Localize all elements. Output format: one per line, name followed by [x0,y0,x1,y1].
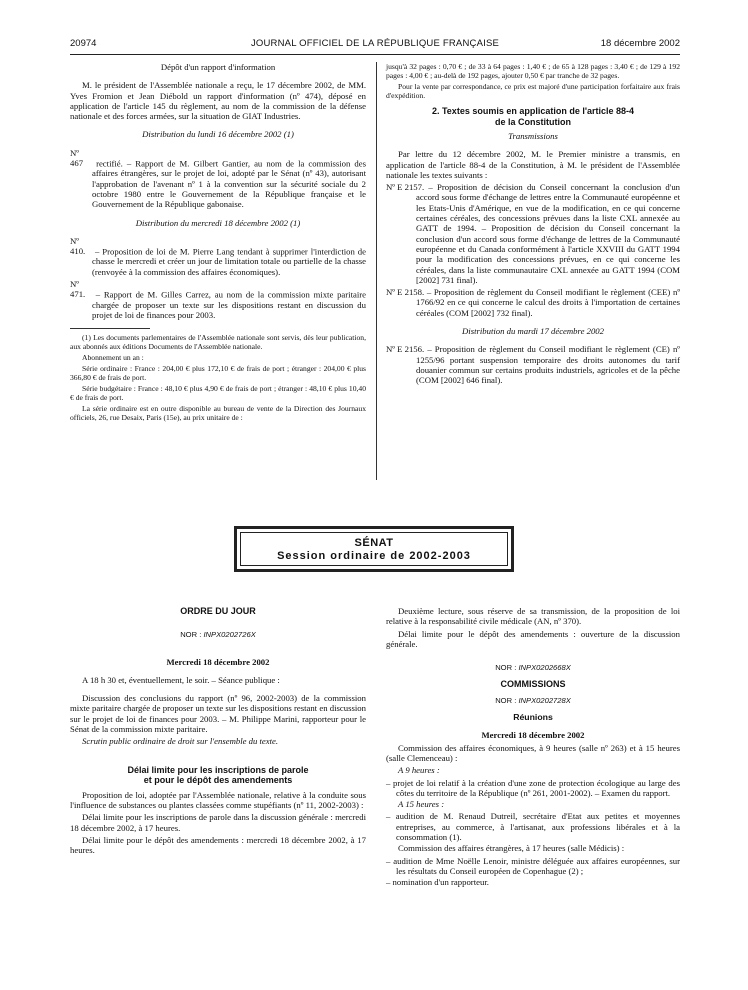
doc-text: – Proposition de loi de M. Pierre Lang tendant à supprimer l'interdiction de chasse le mercredi et créer un jour de limitation totale ou partielle de la chasse (renvoyée à la commission des affaires économiques). [92,246,366,277]
page-header [70,38,680,52]
footnote: (1) Les documents parlementaires de l'Assemblée nationale sont servis, dès leur publication, aux abonnés aux éditions Documents de l'Assemblée nationale. [70,333,366,352]
deuxieme-lecture-text: Deuxième lecture, sous réserve de sa transmission, de la proposition de loi relative à la responsabilité civile médicale (AN, nº 370). [386,606,680,627]
discussion-text: Discussion des conclusions du rapport (nº 96, 2002-2003) de la commission mixte paritaire chargée de proposer un texte sur les dispositions restant en discussion sur le projet de loi de finances pour 2003. – M. Philippe Marini, rapporteur pour le Sénat de la commission mixte paritaire. [70,693,366,735]
commissions-title: COMMISSIONS [500,679,566,690]
doc-text: – Proposition de décision du Conseil concernant la conclusion d'un accord sous forme d'échange de lettres entre la Communauté européenne et les Etats-Unis d'Amérique, en vue de la modification, en ce qui concerne certaines céréales, des concessions prévues dans la liste CXL annexée au GATT de 1994. – Proposition de décision du Conseil concernant la conclusion d'un accord sous forme d'échange de lettres de la Communauté européenne et du Canada conformément à l'article XXVIII du GATT 1994 pour la modification des concessions prévues, en ce qui concerne les céréales, dans la liste communautaire CXL annexée au GATT 1994 (COM [2002] 731 final). [416,182,681,285]
doc-entry [386,344,680,385]
agenda-item: – projet de loi relatif à la création d'une zone de protection écologique au large des côtes du territoire de la République (nº 261, 2001-2002). – Examen du rapport. [386,777,680,798]
reunions-title: Réunions [513,712,553,723]
delai-parole-text: Délai limite pour les inscriptions de parole dans la discussion générale : mercredi 18 décembre 2002, à 17 heures. [70,812,366,833]
doc-entry [70,279,366,320]
footnote: La série ordinaire est en outre disponible au bureau de vente de la Direction des Journaux officiels, 26, rue Desaix, Paris (15e), au prix unitaire de : [70,404,366,423]
doc-text: – Rapport de M. Gilles Carrez, au nom de la commission mixte paritaire chargée de proposer un texte sur les dispositions restant en discussion du projet de loi de finances pour 2003. [92,289,367,320]
delai-title-line: et pour le dépôt des amendements [143,775,293,786]
senat-session: Session ordinaire de 2002-2003 [277,550,471,562]
nor-reference [386,663,680,673]
footnote-rule [70,328,150,329]
page-number: 20974 [70,38,97,49]
doc-entry [386,287,680,318]
delai-text: Délai limite pour le dépôt des amendements : ouverture de la discussion générale. [386,628,680,649]
agenda-item: – audition de Mme Noëlle Lenoir, ministre déléguée aux affaires européennes, sur les résultats du Conseil européen de Copenhague (2) ; [386,855,680,876]
senat-banner [234,526,514,572]
column-left-bottom [70,606,366,857]
footnote: Série ordinaire : France : 204,00 € plus 172,10 € de frais de port ; étranger : 204,00 € plus 366,80 € de frais de port. [70,364,366,383]
column-divider [376,62,377,480]
doc-text: rectifié. – Rapport de M. Gilbert Gantier, au nom de la commission des affaires étrangères, sur le projet de loi, adopté par le Sénat (nº 43), autorisant l'approbation de l'avenant nº 1 à la convention sur la sécurité sociale du 2 octobre 1980 entre le Gouvernement de la République française et le Gouvernement de la République gabonaise. [92,158,367,210]
column-right-bottom [386,606,680,889]
doc-text: – Proposition de règlement du Conseil modifiant le règlement (CEE) nº 1766/92 en ce qui concerne le calcul des droits à l'importation de certaines céréales (COM [2002] 732 final). [416,287,681,318]
doc-number: Nº 410. [70,235,86,257]
footnote: Abonnement un an : [82,353,144,363]
senat-banner-inner [240,532,508,566]
depot-text: M. le président de l'Assemblée nationale a reçu, le 17 décembre 2002, de MM. Yves Fromion et Jean Diébold un rapport d'information (nº 474), déposé en application de l'article 145 du règlement, au nom de la commission de la défense nationale et des forces armées, sur la situation de GIAT Industries. [70,80,366,122]
delai-title [70,765,366,786]
doc-entry [70,236,366,277]
section-title [386,106,680,127]
price-text: jusqu'à 32 pages : 0,70 € ; de 33 à 64 pages : 1,40 € ; de 65 à 128 pages : 3,40 € ; de 129 à 192 pages : 4,00 € ; au-delà de 192 pages, ajouter 0,50 € par tranche de 32 pages. [386,62,680,80]
nor-code: INPX0202726X [203,630,256,640]
proposition-text: Proposition de loi, adoptée par l'Assemblée nationale, relative à la conduite sous l'influence de substances ou plantes classées comme stupéfiants (nº 11, 2002-2003) : [70,789,366,810]
doc-number: Nº E 2156. [386,344,425,355]
commission-eco: Commission des affaires économiques, à 9 heures (salle nº 263) et à 15 heures (salle Clemenceau) : [386,742,680,763]
date-title: Mercredi 18 décembre 2002 [166,656,270,667]
nor-label: NOR : [495,663,517,673]
doc-number: Nº 471. [70,279,86,300]
distribution-title: Distribution du mardi 17 décembre 2002 [462,326,604,337]
time-heading: A 9 heures : [398,765,440,776]
doc-entry [386,182,680,285]
section-title-line: de la Constitution [495,116,571,127]
vente-text: Pour la vente par correspondance, ce prix est majoré d'une participation forfaitaire aux frais d'expédition. [386,82,680,100]
transmissions-title: Transmissions [508,131,558,141]
footnote: Série budgétaire : France : 48,10 € plus 4,90 € de frais de port ; étranger : 48,10 € plus 10,40 € de frais de port. [70,384,366,403]
seance-text: A 18 h 30 et, éventuellement, le soir. – Séance publique : [82,674,280,685]
delai-title-line: Délai limite pour les inscriptions de parole [127,764,309,775]
distribution-title: Distribution du mercredi 18 décembre 2002 (1) [135,217,301,228]
doc-number: Nº 467 [70,147,84,169]
journal-title: JOURNAL OFFICIEL DE LA RÉPUBLIQUE FRANÇAISE [250,38,500,49]
depot-title: Dépôt d'un rapport d'information [160,62,276,72]
ordre-du-jour-title: ORDRE DU JOUR [180,606,256,616]
header-rule [70,54,680,55]
nor-code: INPX0202728X [518,695,571,705]
column-right-top [386,62,680,388]
agenda-item: – nomination d'un rapporteur. [386,877,489,888]
scrutin-text: Scrutin public ordinaire de droit sur l'ensemble du texte. [82,736,279,747]
doc-number: Nº E 2157. [386,182,425,193]
delai-amend-text: Délai limite pour le dépôt des amendements : mercredi 18 décembre 2002, à 17 heures. [70,834,366,856]
commission-etr: Commission des affaires étrangères, à 17 heures (salle Médicis) : [398,843,625,854]
distribution-title: Distribution du lundi 16 décembre 2002 (1) [142,129,294,140]
column-left-top [70,62,366,424]
nor-label: NOR : [180,630,202,640]
transmission-text: Par lettre du 12 décembre 2002, M. le Premier ministre a transmis, en application de l'article 88-4 de la Constitution, à M. le président de l'Assemblée nationale les textes suivants : [386,149,680,180]
nor-reference [386,696,680,706]
nor-reference [70,630,366,640]
doc-number: Nº E 2158. [386,287,425,298]
doc-entry [70,148,366,210]
nor-code: INPX0202668X [518,663,571,673]
agenda-item: – audition de M. Renaud Dutreil, secrétaire d'Etat aux petites et moyennes entreprises, au commerce, à l'artisanat, aux professions libérales et à la consommation (1). [386,811,680,843]
date-title: Mercredi 18 décembre 2002 [481,730,585,741]
time-heading: A 15 heures : [398,799,445,810]
section-title-line: 2. Textes soumis en application de l'article 88-4 [431,106,635,116]
issue-date: 18 décembre 2002 [600,38,680,49]
doc-text: – Proposition de règlement du Conseil modifiant le règlement (CE) nº 1255/96 portant suspension temporaire des droits autonomes du tarif douanier commun sur certains produits industriels, agricoles et de la pêche (COM [2002] 646 final). [416,344,680,386]
nor-label: NOR : [495,695,517,705]
senat-title: SÉNAT [354,537,394,549]
